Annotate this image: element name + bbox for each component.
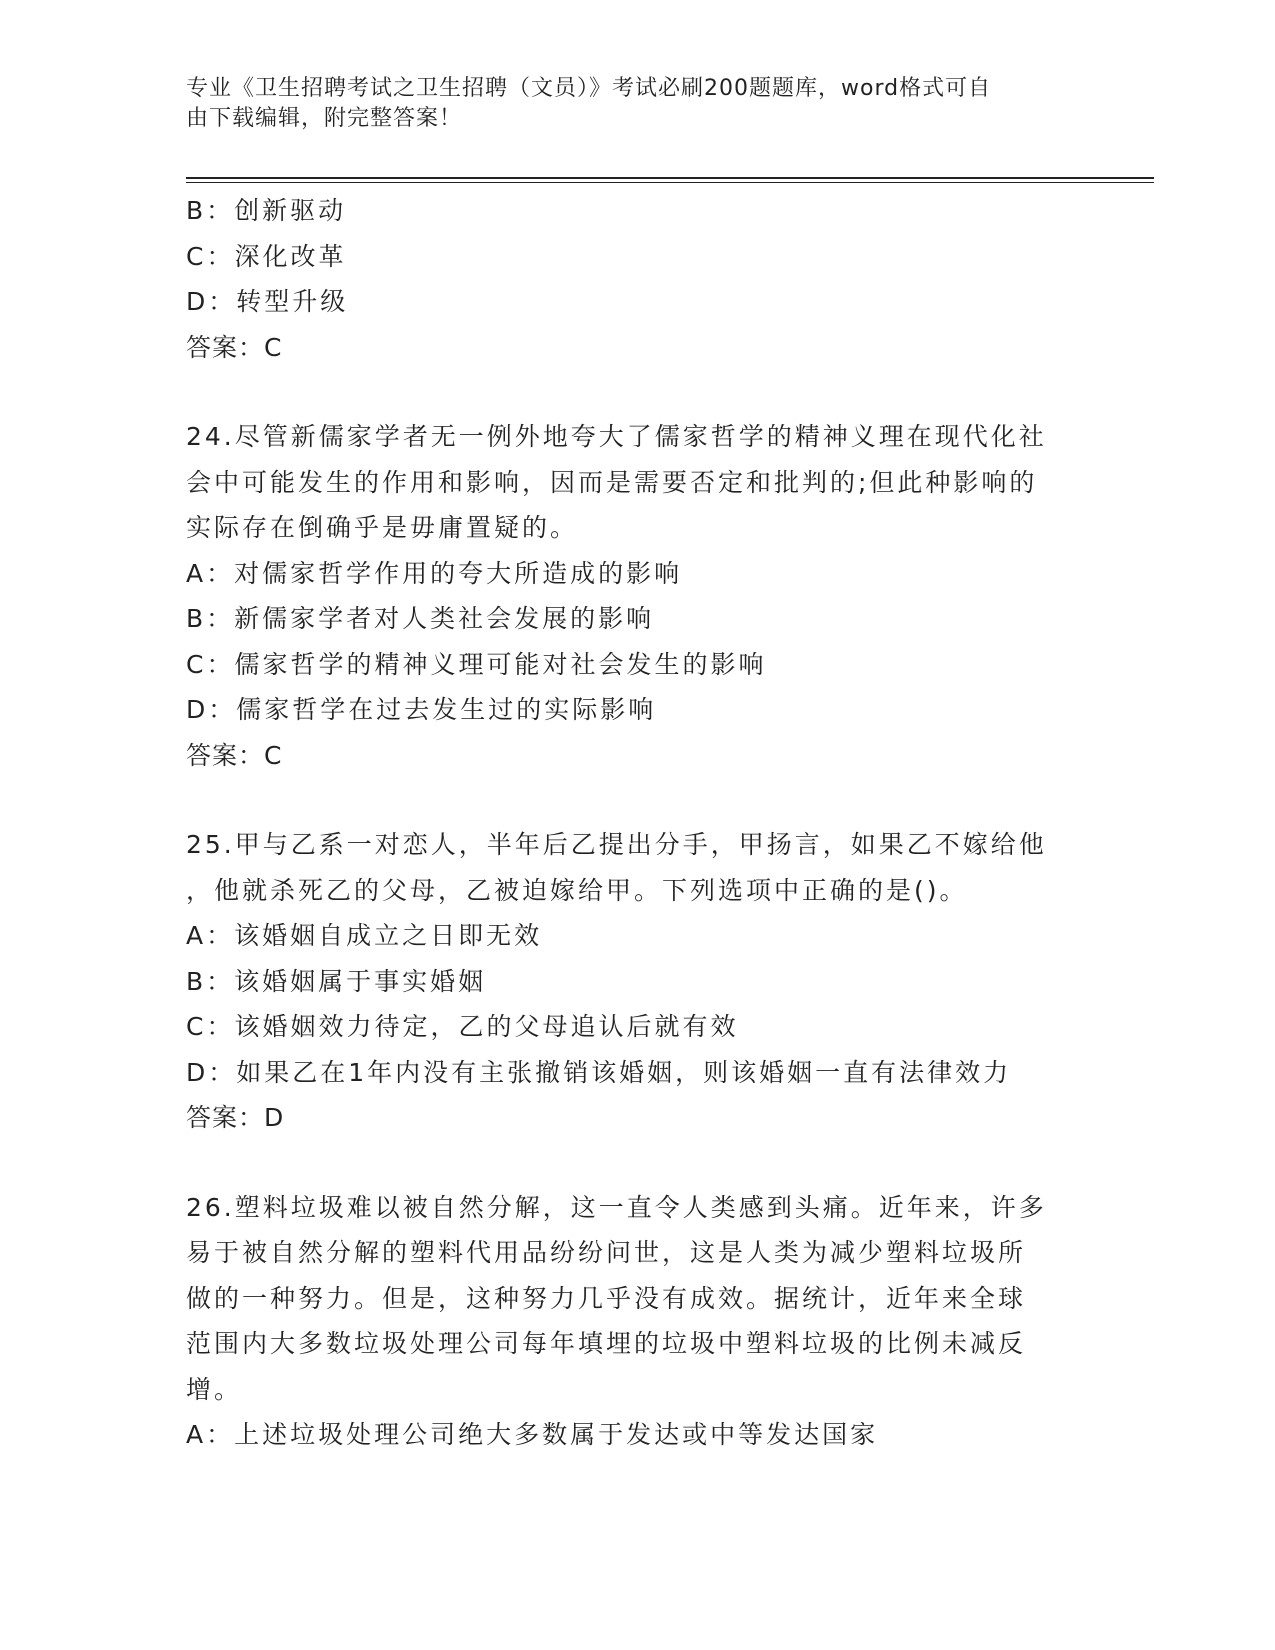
option-a: A：对儒家哲学作用的夸大所造成的影响 — [186, 558, 683, 588]
answer: 答案：C — [186, 332, 283, 362]
question-24 — [186, 414, 1086, 778]
option-d: D：转型升级 — [186, 287, 349, 316]
option-a: A：上述垃圾处理公司绝大多数属于发达或中等发达国家 — [186, 1420, 879, 1449]
option-d: D：如果乙在1年内没有主张撤销该婚姻，则该婚姻一直有法律效力 — [186, 1057, 1012, 1087]
answer: 答案：D — [186, 1103, 285, 1132]
option-a: A：该婚姻自成立之日即无效 — [186, 921, 543, 950]
spacer — [186, 370, 1086, 414]
question-stem-line: 实际存在倒确乎是毋庸置疑的。 — [186, 513, 579, 542]
option-c: C：儒家哲学的精神义理可能对社会发生的影响 — [186, 649, 767, 679]
page-header — [186, 74, 1066, 134]
question-23 — [186, 188, 1086, 370]
option-d: D：儒家哲学在过去发生过的实际影响 — [186, 695, 657, 724]
option-c: C：该婚姻效力待定，乙的父母追认后就有效 — [186, 1012, 739, 1041]
header-line-1: 专业《卫生招聘考试之卫生招聘（文员）》考试必刷200题题库，word格式可自 — [186, 76, 992, 101]
option-c: C：深化改革 — [186, 241, 347, 271]
question-stem-line: 范围内大多数垃圾处理公司每年填埋的垃圾中塑料垃圾的比例未减反 — [186, 1329, 1027, 1358]
answer: 答案：C — [186, 740, 283, 770]
question-stem-line: 做的一种努力。但是，这种努力几乎没有成效。据统计，近年来全球 — [186, 1283, 1027, 1313]
spacer — [186, 778, 1086, 822]
option-b: B：该婚姻属于事实婚姻 — [186, 966, 487, 996]
option-b: B：新儒家学者对人类社会发展的影响 — [186, 604, 655, 633]
question-26 — [186, 1185, 1086, 1458]
option-b: B：创新驱动 — [186, 196, 347, 225]
question-stem-line: 增。 — [186, 1374, 243, 1404]
question-25 — [186, 822, 1086, 1141]
question-stem-line: 24.尽管新儒家学者无一例外地夸大了儒家哲学的精神义理在现代化社 — [186, 422, 1047, 451]
header-line-2: 由下载编辑，附完整答案！ — [186, 106, 463, 131]
header-divider-thick — [186, 177, 1154, 179]
question-stem-line: 26.塑料垃圾难以被自然分解，这一直令人类感到头痛。近年来，许多 — [186, 1192, 1047, 1222]
question-stem-line: 会中可能发生的作用和影响，因而是需要否定和批判的;但此种影响的 — [186, 467, 1038, 497]
question-content — [186, 188, 1086, 1458]
header-divider-thin — [186, 182, 1154, 183]
spacer — [186, 1141, 1086, 1185]
question-stem-line: ，他就杀死乙的父母，乙被迫嫁给甲。下列选项中正确的是()。 — [186, 875, 968, 905]
question-stem-line: 25.甲与乙系一对恋人，半年后乙提出分手，甲扬言，如果乙不嫁给他 — [186, 830, 1047, 859]
question-stem-line: 易于被自然分解的塑料代用品纷纷问世，这是人类为减少塑料垃圾所 — [186, 1238, 1027, 1267]
